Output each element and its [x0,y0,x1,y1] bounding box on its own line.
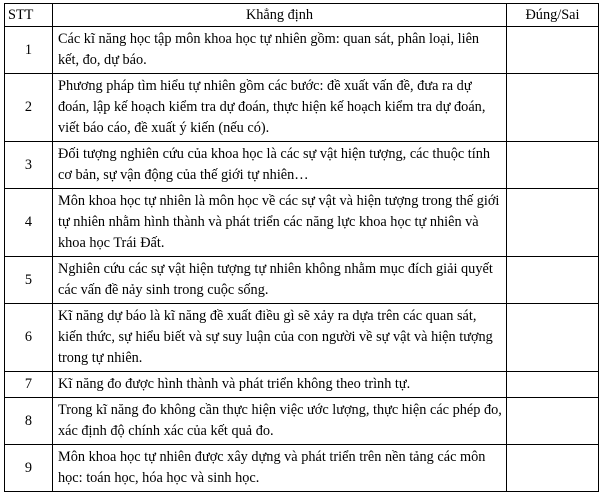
row-answer-cell[interactable] [507,257,599,304]
row-statement: Kĩ năng dự báo là kĩ năng đề xuất điều gì sẽ xảy ra dựa trên các quan sát, kiến thức, sự hiểu biết và sự suy luận của con người về sự vật và hiện tượng trong tự nhiên. [53,304,507,372]
row-statement: Môn khoa học tự nhiên là môn học về các sự vật và hiện tượng trong thế giới tự nhiên nhằm hình thành và phát triển các năng lực khoa học tự nhiên và khoa học Trái Đất. [53,189,507,257]
row-answer-cell[interactable] [507,304,599,372]
header-statement: Khẳng định [53,4,507,27]
table-row [5,257,599,304]
table-row [5,372,599,398]
row-statement: Các kĩ năng học tập môn khoa học tự nhiên gồm: quan sát, phân loại, liên kết, đo, dự báo. [53,27,507,74]
row-statement: Môn khoa học tự nhiên được xây dựng và phát triển trên nền tảng các môn học: toán học, hóa học và sinh học. [53,445,507,492]
row-answer-cell[interactable] [507,398,599,445]
row-answer-cell[interactable] [507,74,599,142]
table-row [5,304,599,372]
table-row [5,142,599,189]
row-number: 5 [5,257,53,304]
table-row [5,445,599,492]
table-row [5,189,599,257]
header-answer: Đúng/Sai [507,4,599,27]
row-number: 9 [5,445,53,492]
row-answer-cell[interactable] [507,189,599,257]
row-number: 6 [5,304,53,372]
row-answer-cell[interactable] [507,372,599,398]
row-number: 1 [5,27,53,74]
row-statement: Trong kĩ năng đo không cần thực hiện việc ước lượng, thực hiện các phép đo, xác định độ chính xác của kết quả đo. [53,398,507,445]
row-answer-cell[interactable] [507,445,599,492]
row-number: 7 [5,372,53,398]
header-stt: STT [5,4,53,27]
true-false-table [4,3,599,492]
row-number: 8 [5,398,53,445]
row-statement: Nghiên cứu các sự vật hiện tượng tự nhiên không nhằm mục đích giải quyết các vấn đề nảy sinh trong cuộc sống. [53,257,507,304]
table-header-row [5,4,599,27]
row-number: 4 [5,189,53,257]
table-row [5,27,599,74]
table-row [5,74,599,142]
row-statement: Kĩ năng đo được hình thành và phát triển không theo trình tự. [53,372,507,398]
row-answer-cell[interactable] [507,27,599,74]
row-statement: Đối tượng nghiên cứu của khoa học là các sự vật hiện tượng, các thuộc tính cơ bản, sự vận động của thế giới tự nhiên… [53,142,507,189]
row-number: 2 [5,74,53,142]
table-row [5,398,599,445]
row-statement: Phương pháp tìm hiểu tự nhiên gồm các bước: đề xuất vấn đề, đưa ra dự đoán, lập kế hoạch kiểm tra dự đoán, thực hiện kế hoạch kiểm tra dự đoán, viết báo cáo, đề xuất ý kiến (nếu có). [53,74,507,142]
row-answer-cell[interactable] [507,142,599,189]
row-number: 3 [5,142,53,189]
